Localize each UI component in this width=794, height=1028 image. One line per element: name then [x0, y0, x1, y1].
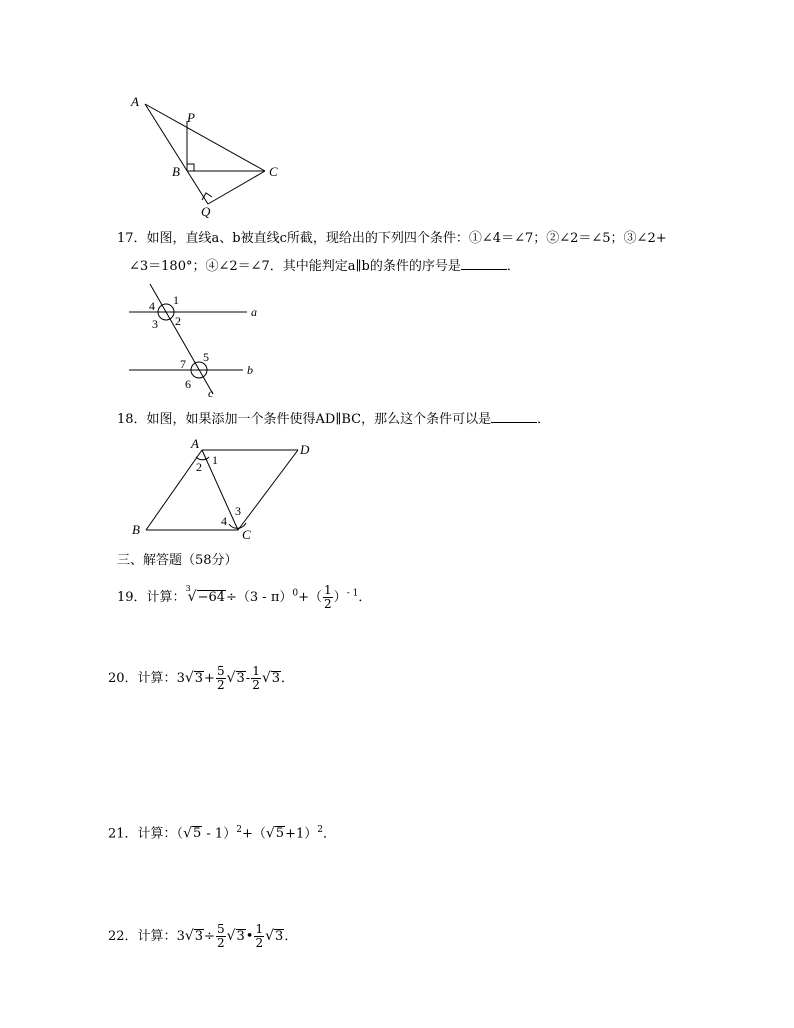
- operator: -: [245, 671, 251, 686]
- exponent: 2: [236, 825, 242, 835]
- label-1: 1: [173, 293, 179, 307]
- q19-exp0: 0: [292, 588, 299, 599]
- question-22-label: 计算：: [137, 929, 177, 944]
- operator: •: [245, 929, 254, 944]
- question-20: [108, 664, 294, 693]
- question-22: [108, 922, 297, 951]
- label-C: C: [269, 164, 278, 179]
- radicand: 5: [275, 826, 285, 842]
- label-2: 2: [175, 314, 181, 328]
- answer-blank-17[interactable]: [461, 257, 507, 270]
- coef: 3: [176, 671, 185, 686]
- radicand: 3: [236, 671, 245, 686]
- section-3-title: 三、解答题（58分）: [117, 553, 238, 568]
- question-19-number: 19．: [117, 590, 147, 605]
- question-18: [117, 410, 550, 429]
- label-D: D: [300, 442, 310, 457]
- expr-part: +1）: [285, 826, 318, 842]
- label-2: 2: [196, 460, 202, 474]
- radical-sign-icon: √: [261, 670, 271, 686]
- question-21-label: 计算：（: [137, 826, 184, 842]
- label-A: A: [131, 94, 139, 109]
- radicand: 5: [192, 826, 202, 842]
- q19-op1: ÷（3 - π）: [226, 590, 293, 605]
- q19-end: ．: [358, 590, 372, 605]
- radical-sign-icon: √: [265, 928, 275, 944]
- question-21-number: 21．: [108, 826, 138, 842]
- label-C: C: [242, 527, 251, 542]
- radicand: 3: [194, 671, 204, 686]
- exponent: 2: [317, 825, 323, 835]
- radical-sign-icon: √: [265, 825, 275, 842]
- operator: +: [204, 671, 215, 686]
- fraction: $\frac{1}{2}$: [255, 922, 264, 950]
- question-22-number: 22．: [108, 929, 138, 944]
- operator: ÷: [204, 929, 215, 944]
- end-mark: ．: [322, 826, 336, 842]
- question-17-line1: [117, 230, 667, 248]
- expr-part: +（: [241, 826, 266, 842]
- question-18-text: 如图，如果添加一个条件使得AD∥BC，那么这个条件可以是: [146, 412, 492, 427]
- radical-sign-icon: √: [184, 670, 194, 686]
- fraction: $\frac{5}{2}$: [216, 664, 225, 692]
- radical-sign-icon: √: [187, 589, 197, 605]
- parallel-lines-figure: [125, 282, 275, 400]
- end-mark: ．: [284, 929, 298, 944]
- question-17-text-2: ∠3＝180°；④∠2＝∠7．其中能判定a∥b的条件的序号是: [129, 259, 461, 274]
- question-21: [108, 818, 336, 846]
- q19-op2: +（: [298, 590, 323, 605]
- answer-blank-18[interactable]: [491, 410, 537, 423]
- question-17-line2: [129, 257, 520, 276]
- question-17-number: 17．: [117, 231, 147, 246]
- radical-sign-icon: √: [183, 825, 192, 842]
- end-mark: ．: [281, 671, 295, 686]
- label-Q: Q: [201, 204, 211, 219]
- label-4: 4: [149, 299, 155, 313]
- q19-exp1: - 1: [346, 588, 359, 599]
- label-c: c: [208, 386, 214, 400]
- coef: 3: [176, 929, 185, 944]
- label-3: 3: [152, 317, 158, 331]
- question-20-number: 20．: [108, 671, 138, 686]
- label-5: 5: [203, 350, 209, 364]
- quadrilateral-figure: [128, 436, 328, 544]
- radicand: −64: [197, 590, 226, 605]
- question-17-text: 如图，直线a、b被直线c所截，现给出的下列四个条件：①∠4＝∠7；②∠2＝∠5；③∠2+: [146, 231, 667, 246]
- radicand: 3: [275, 929, 284, 944]
- label-B: B: [172, 164, 180, 179]
- question-18-end: ．: [537, 412, 551, 427]
- radical-sign-icon: √: [226, 928, 236, 944]
- radicand: 3: [236, 929, 245, 944]
- question-17-end: ．: [506, 259, 520, 274]
- label-B: B: [132, 522, 140, 537]
- question-19-label: 计算：: [146, 590, 186, 605]
- question-18-number: 18．: [117, 412, 147, 427]
- q19-close: ）: [333, 590, 347, 605]
- label-P: P: [187, 110, 195, 125]
- triangle-figure: [125, 92, 295, 222]
- fraction: $\frac{1}{2}$: [324, 583, 332, 611]
- question-20-label: 计算：: [137, 671, 177, 686]
- label-1: 1: [212, 453, 218, 467]
- radicand: 3: [271, 671, 281, 686]
- label-7: 7: [180, 357, 186, 371]
- radical-sign-icon: √: [226, 670, 236, 686]
- radicand: 3: [194, 929, 204, 944]
- label-a: a: [251, 305, 257, 319]
- label-b: b: [247, 363, 253, 377]
- expr-part: - 1）: [202, 826, 237, 842]
- fraction: $\frac{1}{2}$: [252, 664, 260, 692]
- label-3: 3: [235, 504, 241, 518]
- question-19: [117, 576, 371, 611]
- label-6: 6: [185, 377, 191, 391]
- label-4: 4: [221, 514, 227, 528]
- label-A: A: [191, 436, 199, 451]
- radical-sign-icon: √: [184, 928, 194, 944]
- cube-root-index: 3: [185, 584, 191, 593]
- fraction: $\frac{5}{2}$: [216, 922, 225, 950]
